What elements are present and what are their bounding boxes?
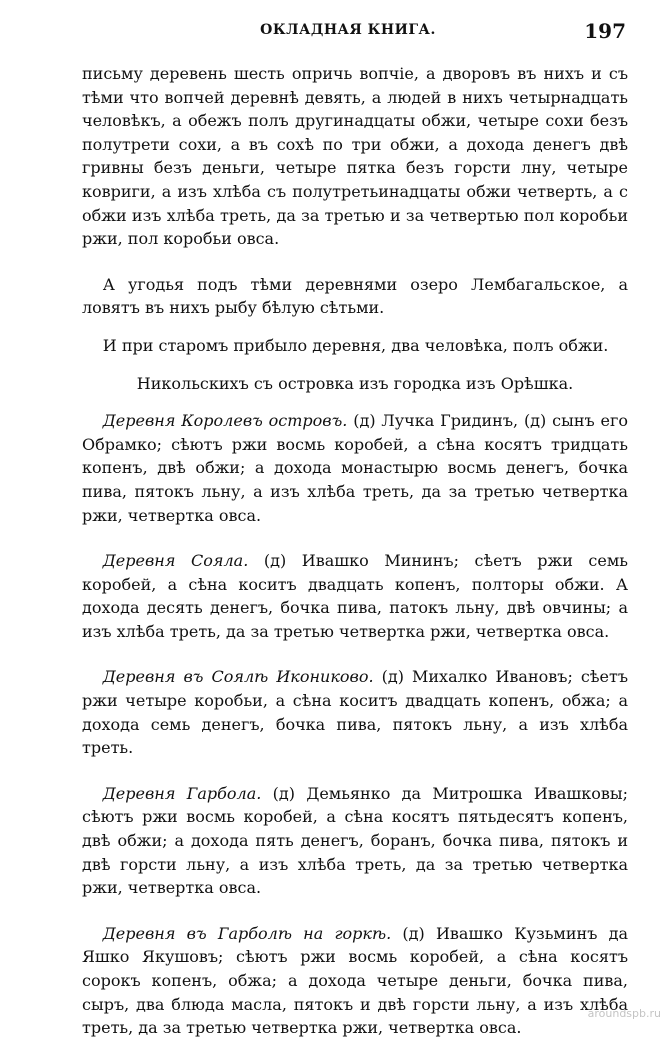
entry-village bbox=[82, 782, 628, 900]
entry-village-text: (д) Демьянко да Митрошка Ивашковы; сѣютъ ржи восмь коробей, а сѣна косятъ пятьдесятъ копенъ, двѣ обжи; а дохода пять денегъ, боранъ, бочка пива, пятокъ и двѣ горсти льну, а изъ хлѣба треть, да за третью четвертка ржи, четвертка овса. bbox=[82, 783, 629, 898]
entry-village-text: (д) Михалко Ивановъ; сѣетъ ржи четыре коробьи, а сѣна коситъ двадцать копенъ, обжа; а дохода семь денегъ, бочка пива, пятокъ льну, а изъ хлѣба треть. bbox=[82, 667, 628, 758]
page-header bbox=[70, 19, 626, 46]
entry-village-text: (д) Ивашко Мининъ; сѣетъ ржи семь коробей, а сѣна коситъ двадцать копенъ, полторы обжи. А дохода десять денегъ, бочка пива, патокъ льну, двѣ овчины; а изъ хлѣба треть, да за третью четвертка ржи, четвертка овса. bbox=[82, 551, 629, 641]
entry-village-name: Деревня въ Гарболѣ на горкѣ. bbox=[102, 923, 392, 943]
entry-village-name: Деревня Королевъ островъ. bbox=[102, 411, 348, 431]
entry-village-name: Деревня Сояла. bbox=[102, 551, 249, 571]
entry-village-name: Деревня Гарбола. bbox=[102, 783, 262, 803]
entry-village-text: (д) Лучка Гридинъ, (д) сынъ его Обрамко; сѣютъ ржи восмь коробей, а сѣна косятъ тридцать копенъ, двѣ обжи; а дохода монастырю восмь денегъ, бочка пива, пятокъ льну, а изъ хлѣба треть, да за третью четвертка ржи, четвертка овса. bbox=[82, 411, 628, 525]
section-heading: Никольскихъ съ островка изъ городка изъ Орѣшка. bbox=[136, 373, 574, 393]
running-title: ОКЛАДНАЯ КНИГА. bbox=[260, 22, 436, 38]
entry-village bbox=[82, 922, 628, 1040]
entry-village bbox=[82, 549, 628, 643]
paragraph-lands: А угодья подъ тѣми деревнями озеро Лембагальское, а ловятъ въ нихъ рыбу бѣлую сѣтьми. bbox=[82, 274, 628, 318]
paragraph-additions: И при старомъ прибыло деревня, два человѣка, полъ обжи. bbox=[102, 335, 609, 355]
paragraph-continuation: письму деревень шесть опричь вопчіе, а дворовъ въ нихъ и съ тѣми что вопчей деревнѣ девять, а людей в нихъ четырнадцать человѣкъ, а обежъ полъ другинадцаты обжи, четыре сохи безъ полутрети сохи, а въ сохѣ по три обжи, а дохода денегъ двѣ гривны безъ деньги, четыре пятка безъ горсти лну, четыре ковриги, а изъ хлѣба съ полутретьинадцаты обжи четверть, а с обжи изъ хлѣба треть, да за третью и за четвертью пол коробьи ржи, пол коробьи овса. bbox=[82, 64, 628, 249]
entry-village-name: Деревня въ Соялѣ Икониково. bbox=[102, 667, 374, 687]
entry-village bbox=[82, 409, 628, 527]
page-number: 197 bbox=[584, 19, 626, 43]
site-watermark: aroundspb.ru bbox=[587, 1007, 661, 1020]
entry-village-text: (д) Ивашко Кузьминъ да Яшко Якушовъ; сѣютъ ржи восмь коробей, а сѣна косятъ сорокъ копенъ, обжа; а дохода четыре деньги, бочка пива, сыръ, два блюда масла, пятокъ и двѣ горсти льну, а изъ хлѣба треть, да за третью четвертка ржи, четвертка овса. bbox=[82, 923, 628, 1038]
entry-village bbox=[82, 665, 628, 759]
page-body bbox=[82, 62, 628, 1040]
